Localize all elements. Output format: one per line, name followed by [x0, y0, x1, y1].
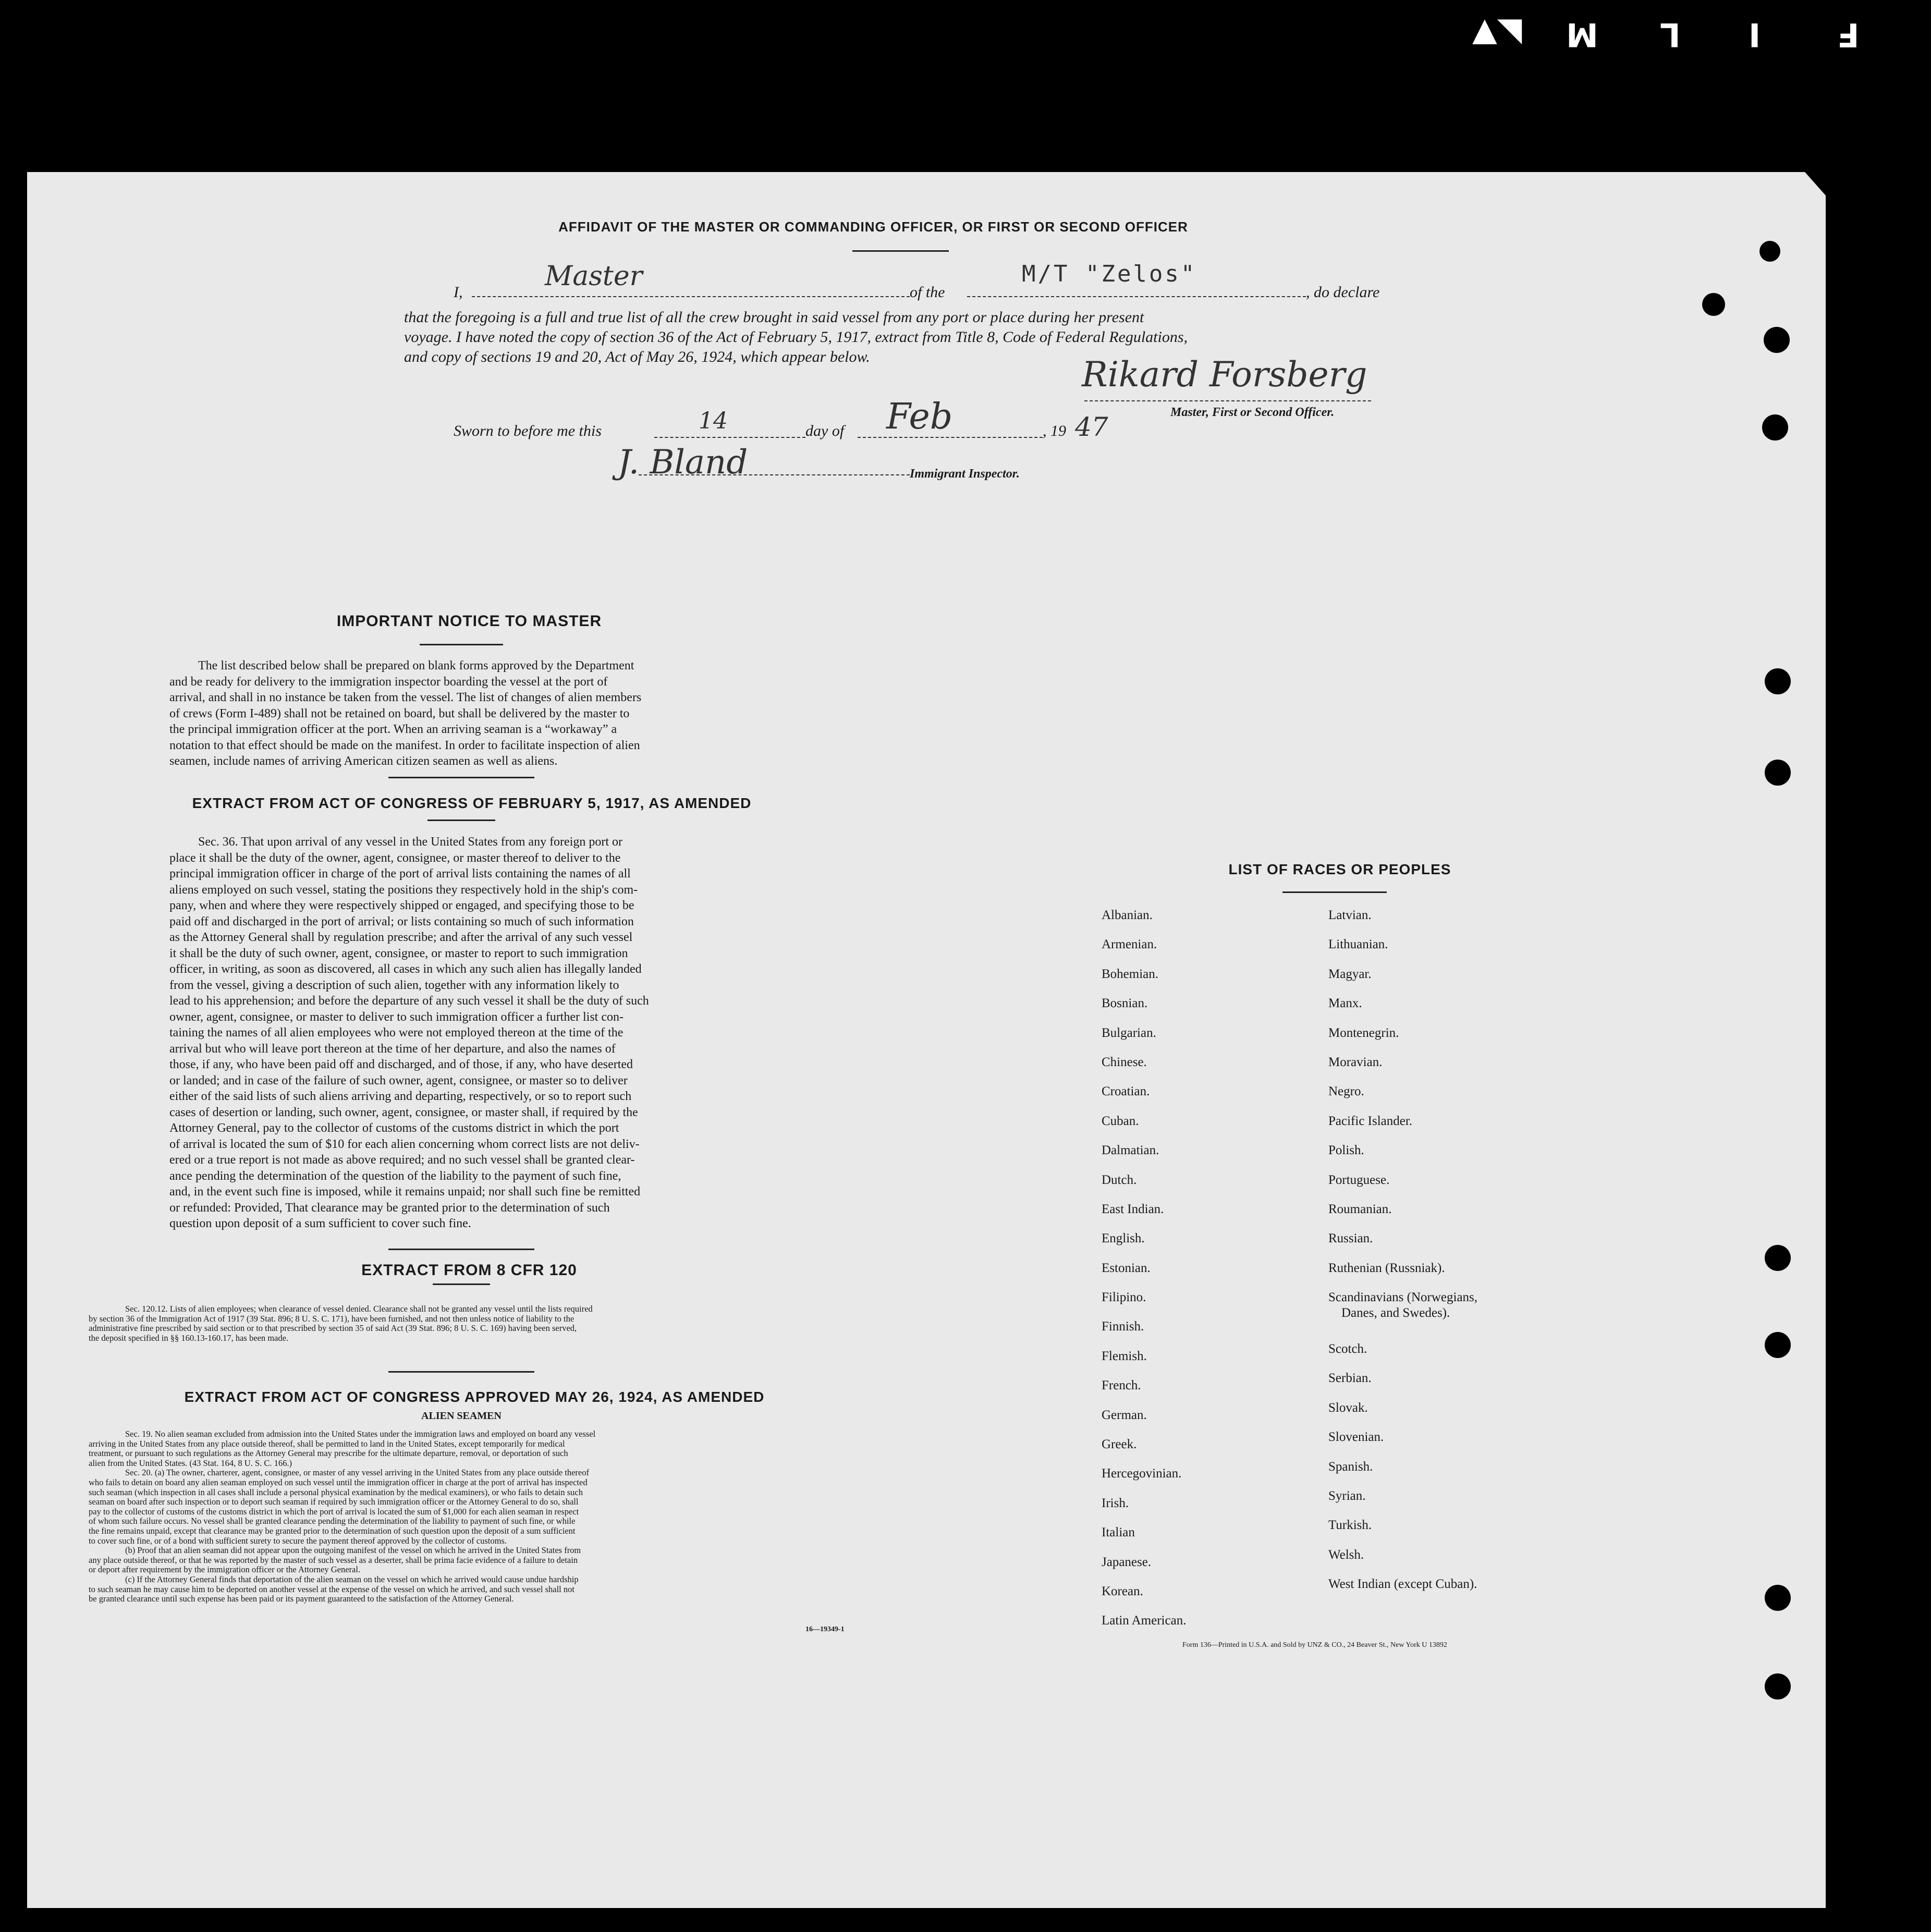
race-item: Pacific Islander.: [1328, 1114, 1413, 1128]
extract-1917-line: owner, agent, consignee, or master to deliver to such immigration officer a further list con-: [169, 1010, 624, 1024]
notice-line: The list described below shall be prepared on blank forms approved by the Department: [198, 659, 634, 672]
notice-line: notation to that effect should be made on the manifest. In order to facilitate inspection of alien: [169, 738, 640, 752]
extract-1917-line: pany, when and where they were respectively shipped or engaged, and specifying those to be: [169, 899, 634, 912]
race-item: Russian.: [1328, 1231, 1373, 1246]
declaration-of-the-label: of the: [910, 284, 945, 301]
extract-1917-line: as the Attorney General shall by regulation prescribe; and after the arrival of any such vessel: [169, 931, 633, 944]
extract-1924-line: (b) Proof that an alien seaman did not appear upon the outgoing manifest of the vessel on which he arrived in the United States from: [125, 1545, 581, 1556]
extract-1917-line: question upon deposit of a sum sufficient to cover such fine.: [169, 1217, 471, 1230]
day-of-label: day of: [805, 422, 845, 439]
race-item: Cuban.: [1102, 1114, 1139, 1128]
extract-1917-line: officer, in writing, as soon as discovered, all cases in which any such alien has illegally landed: [169, 962, 642, 976]
declaration-line: and copy of sections 19 and 20, Act of May 26, 1924, which appear below.: [404, 348, 870, 365]
cfr-title: EXTRACT FROM 8 CFR 120: [361, 1262, 577, 1279]
race-item: Negro.: [1328, 1084, 1364, 1099]
extract-1917-line: place it shall be the duty of the owner, agent, consignee, or master thereof to deliver to the: [169, 851, 621, 865]
extract-1924-line: (c) If the Attorney General finds that deportation of the alien seaman on the vessel on which he arrived would cause undue hardship: [125, 1574, 579, 1584]
extract-1924-line: alien from the United States. (43 Stat. 164, 8 U. S. C. 166.): [89, 1458, 292, 1468]
cfr-body: [89, 1304, 858, 1343]
race-item: Magyar.: [1328, 967, 1372, 981]
race-item: Portuguese.: [1328, 1172, 1390, 1187]
races-title-rule: [1282, 891, 1387, 893]
cfr-line: Sec. 120.12. Lists of alien employees; when clearance of vessel denied. Clearance shall not be granted any vessel until the lists required: [125, 1304, 593, 1314]
race-item: Chinese.: [1102, 1055, 1147, 1069]
master-signature: Rikard Forsberg: [1082, 354, 1367, 395]
race-item: Albanian.: [1102, 908, 1153, 922]
punch-hole-icon: [1765, 1332, 1791, 1358]
inspector-signature-line: [639, 474, 910, 475]
extract-1917-line: and, in the event such fine is imposed, while it remains unpaid; nor shall such fine be remitted: [169, 1185, 641, 1199]
notice-line: seamen, include names of arriving American citizen seamen as well as aliens.: [169, 754, 558, 768]
race-item: Welsh.: [1328, 1547, 1364, 1562]
race-item: Slovenian.: [1328, 1430, 1384, 1445]
extract-1917-line: of arrival is located the sum of $10 for each alien concerning whom correct lists are not deliv-: [169, 1137, 640, 1151]
race-item: Croatian.: [1102, 1084, 1150, 1099]
extract-1924-line: be granted clearance until such expense has been paid or its payment guaranteed to the satisfaction of the Attorney General.: [89, 1594, 514, 1604]
punch-hole-icon: [1762, 414, 1788, 441]
inspector-caption: Immigrant Inspector.: [910, 467, 1020, 481]
extract-1924-line: the fine remains unpaid, except that clearance may be granted prior to the determination of such question upon the deposit of a sum sufficient: [89, 1525, 576, 1536]
race-item: Korean.: [1102, 1584, 1143, 1598]
race-item: Bulgarian.: [1102, 1025, 1156, 1040]
extract-1924-line: treatment, or pursuant to such regulations as the Attorney General may prescribe for the ultimate departure, removal, or deportation of such: [89, 1448, 568, 1459]
race-item: Manx.: [1328, 996, 1362, 1011]
cfr-end-rule: [388, 1371, 534, 1373]
race-item: Turkish.: [1328, 1518, 1372, 1533]
film-letter: M: [1566, 16, 1598, 54]
extract-1917-line: aliens employed on such vessel, stating the positions they respectively hold in the ship's com-: [169, 883, 638, 897]
sworn-day-line: [654, 437, 805, 438]
extract-1917-line: ered or a true report is not made as above required; and no such vessel shall be granted clear-: [169, 1153, 635, 1167]
race-item: English.: [1102, 1231, 1145, 1246]
sworn-day-handwritten: 14: [699, 408, 728, 434]
extract-1924-line: of whom such failure occurs. No vessel shall be granted clearance pending the determination of the liability to payment of such fine, or while: [89, 1516, 576, 1526]
form-code: 16—19349-1: [805, 1625, 845, 1633]
master-name-line: [472, 296, 910, 297]
form-printer-footer: Form 136—Printed in U.S.A. and Sold by UNZ & CO., 24 Beaver St., New York U 13892: [1182, 1641, 1447, 1649]
vessel-name-line: [967, 296, 1306, 297]
race-item: Bosnian.: [1102, 996, 1148, 1011]
year-prefix: , 19: [1043, 422, 1066, 439]
race-item: Slovak.: [1328, 1400, 1368, 1415]
notice-title-rule: [420, 644, 503, 645]
race-item: Estonian.: [1102, 1261, 1151, 1275]
extract-1917-line: paid off and discharged in the port of arrival; or lists containing so much of such information: [169, 914, 634, 928]
races-title: LIST OF RACES OR PEOPLES: [1228, 861, 1451, 877]
microfilm-strip: [1472, 16, 1889, 57]
extract-1924-line: arriving in the United States from any place outside thereof, shall be permitted to land in the United States, except temporarily for medical: [89, 1438, 565, 1449]
inspector-signature: J. Bland: [618, 443, 748, 482]
notice-line: of crews (Form I-489) shall not be retained on board, but shall be delivered by the master to: [169, 706, 630, 720]
extract-1917-rule: [427, 820, 495, 821]
notice-line: and be ready for delivery to the immigration inspector boarding the vessel at the port of: [169, 675, 608, 689]
film-letter: F: [1837, 16, 1860, 54]
extract-1917-end-rule: [388, 1249, 534, 1250]
race-item: Armenian.: [1102, 937, 1157, 952]
extract-1917-line: it shall be the duty of such owner, agent, consignee, or master to report to such immigration: [169, 946, 628, 960]
extract-1917-line: or landed; and in case of the failure of such owner, agent, consignee, or master so to deliver: [169, 1073, 628, 1087]
extract-1917-line: Sec. 36. That upon arrival of any vessel in the United States from any foreign port or: [198, 835, 623, 849]
race-item: Greek.: [1102, 1437, 1137, 1452]
race-item: Syrian.: [1328, 1489, 1366, 1503]
declaration-i-label: I,: [454, 284, 463, 301]
race-item: Latin American.: [1102, 1613, 1187, 1628]
punch-hole-icon: [1764, 327, 1790, 353]
extract-1917-line: taining the names of all alien employees who were not employed thereon at the time of the: [169, 1026, 624, 1040]
extract-1924-line: any place outside thereof, or that he was reported by the master of such vessel as a deserter, shall be prima facie evidence of a failure to detain: [89, 1555, 578, 1565]
extract-1917-body: [169, 834, 772, 1232]
master-signature-line: [1084, 400, 1371, 401]
film-letter: I: [1749, 16, 1761, 54]
race-item: Ruthenian (Russniak).: [1328, 1261, 1445, 1275]
notice-line: arrival, and shall in no instance be taken from the vessel. The list of changes of alien members: [169, 691, 642, 704]
race-item-continuation: Danes, and Swedes).: [1341, 1306, 1450, 1320]
notice-line: the principal immigration officer at the port. When an arriving seaman is a “workaway” a: [169, 723, 617, 736]
cfr-line: administrative fine prescribed by said section or to that prescribed by section 35 of said Act (39 Stat. 896; 8 U. S. C. 169) having been served,: [89, 1323, 577, 1334]
extract-1917-line: or refunded: Provided, That clearance may be granted prior to the determination of such: [169, 1201, 610, 1215]
race-item: Moravian.: [1328, 1055, 1383, 1069]
extract-1917-line: ance pending the determination of the question of the liability to the payment of such fine,: [169, 1169, 621, 1183]
master-name-handwritten: Master: [545, 261, 643, 292]
extract-1924-line: or deport after requirement by the immigration officer or the Attorney General.: [89, 1564, 361, 1575]
race-item: Italian: [1102, 1525, 1135, 1540]
extract-1917-line: cases of desertion or landing, such owner, agent, consignee, or master shall, if required by the: [169, 1105, 638, 1119]
race-item: Spanish.: [1328, 1459, 1373, 1474]
extract-1917-line: arrival but who will leave port thereon at the time of her departure, and also the names of: [169, 1042, 616, 1056]
race-item: Hercegovinian.: [1102, 1466, 1182, 1481]
race-item: Scandinavians (Norwegians,: [1328, 1290, 1478, 1305]
extract-1917-line: those, if any, who have been paid off and discharged, and of those, if any, who have deserted: [169, 1058, 633, 1071]
race-item: Dalmatian.: [1102, 1143, 1159, 1158]
affidavit-title-rule: [852, 250, 949, 252]
declaration-line: voyage. I have noted the copy of section 36 of the Act of February 5, 1917, extract from Title 8, Code of Federal Regulations,: [404, 328, 1188, 346]
extract-1924-line: who fails to detain on board any alien seaman employed on such vessel until the immigration officer in charge at the port of arrival has inspected: [89, 1477, 588, 1487]
race-item: Polish.: [1328, 1143, 1364, 1158]
cfr-rule: [433, 1283, 490, 1285]
race-item: German.: [1102, 1408, 1147, 1422]
race-item: Scotch.: [1328, 1342, 1367, 1356]
extract-1917-line: either of the said lists of such aliens arriving and departing, respectively, or so to report such: [169, 1090, 632, 1103]
extract-1924-title: EXTRACT FROM ACT OF CONGRESS APPROVED MAY 26, 1924, AS AMENDED: [184, 1389, 765, 1405]
affidavit-title: AFFIDAVIT OF THE MASTER OR COMMANDING OFFICER, OR FIRST OR SECOND OFFICER: [558, 219, 1188, 235]
extract-1924-line: seaman on board after such inspection or to deport such seaman if required by such immigration officer or the Attorney General to do so, shall: [89, 1497, 579, 1507]
punch-hole-icon: [1765, 668, 1791, 694]
punch-hole-icon: [1765, 760, 1791, 786]
race-item: Flemish.: [1102, 1349, 1147, 1363]
race-item: Dutch.: [1102, 1172, 1137, 1187]
extract-1924-line: pay to the collector of customs of the customs district in which the port of arrival is located the sum of $1,000 for each alien seaman in respect: [89, 1506, 579, 1517]
extract-1917-line: lead to his apprehension; and before the departure of any such vessel it shall be the duty of such: [169, 994, 649, 1008]
extract-1917-line: from the vessel, giving a description of such alien, together with any information likely to: [169, 978, 619, 992]
extract-1924-line: Sec. 19. No alien seaman excluded from admission into the United States under the immigration laws and employed on board any vessel: [125, 1429, 596, 1439]
extract-1917-line: Attorney General, pay to the collector of customs of the customs district in which the port: [169, 1121, 619, 1135]
race-item: Finnish.: [1102, 1319, 1144, 1334]
extract-1924-line: to such seaman he may cause him to be deported on another vessel at the expense of the vessel on which he arrived, and such vessel shall not: [89, 1584, 575, 1594]
master-signature-caption: Master, First or Second Officer.: [1170, 406, 1335, 419]
race-item: Japanese.: [1102, 1555, 1152, 1569]
race-item: Montenegrin.: [1328, 1025, 1399, 1040]
notice-title: IMPORTANT NOTICE TO MASTER: [336, 613, 602, 630]
race-item: Serbian.: [1328, 1371, 1372, 1386]
extract-1924-body: [89, 1429, 858, 1604]
declaration-do-declare-label: , do declare: [1306, 284, 1380, 301]
extract-1917-line: principal immigration officer in charge of the port of arrival lists containing the names of all: [169, 867, 631, 881]
punch-hole-icon: [1765, 1245, 1791, 1271]
declaration-line: that the foregoing is a full and true list of all the crew brought in said vessel from any port or place during her present: [404, 309, 1144, 326]
race-item: Filipino.: [1102, 1290, 1146, 1305]
race-item: West Indian (except Cuban).: [1328, 1577, 1477, 1592]
race-item: Latvian.: [1328, 908, 1372, 922]
punch-hole-icon: [1765, 1585, 1791, 1611]
cfr-line: by section 36 of the Immigration Act of 1917 (39 Stat. 896; 8 U. S. C. 171), have been furnished, and not then unless notice of liability to the: [89, 1313, 575, 1324]
sworn-label: Sworn to before me this: [454, 422, 602, 439]
notice-body: [169, 658, 772, 769]
year-handwritten: 47: [1075, 412, 1108, 442]
vessel-name-stamped: M/T "Zelos": [1022, 261, 1197, 287]
extract-1924-line: Sec. 20. (a) The owner, charterer, agent, consignee, or master of any vessel arriving in the United States from any place outside thereof: [125, 1468, 589, 1478]
races-left-column: [1102, 908, 1186, 1643]
race-item: Irish.: [1102, 1496, 1129, 1510]
sworn-month-handwritten: Feb: [886, 396, 953, 437]
punch-hole-icon: [1765, 1673, 1791, 1699]
races-right-column: [1328, 908, 1477, 1607]
race-item: Bohemian.: [1102, 967, 1159, 981]
film-letter: L: [1660, 16, 1681, 54]
extract-1924-line: such seaman (which inspection in all cases shall include a personal physical examination by the medical examiners), or who fails to detain such: [89, 1487, 583, 1497]
extract-1924-subtitle: ALIEN SEAMEN: [421, 1410, 502, 1422]
cfr-line: the deposit specified in §§ 160.13-160.17, has been made.: [89, 1332, 289, 1343]
film-glyph-marker: ◣▼: [1472, 16, 1522, 54]
punch-hole-icon: [1702, 293, 1725, 316]
race-item: East Indian.: [1102, 1202, 1164, 1216]
race-item: Roumanian.: [1328, 1202, 1392, 1216]
race-item-multiline: [1328, 1290, 1477, 1342]
punch-hole-icon: [1759, 241, 1780, 262]
extract-1917-title: EXTRACT FROM ACT OF CONGRESS OF FEBRUARY 5, 1917, AS AMENDED: [192, 795, 752, 811]
race-item: Lithuanian.: [1328, 937, 1388, 952]
notice-end-rule: [388, 777, 534, 778]
extract-1924-line: to cover such fine, or of a bond with sufficient surety to secure the payment thereof approved by the collector of customs.: [89, 1535, 507, 1546]
race-item: French.: [1102, 1378, 1141, 1393]
